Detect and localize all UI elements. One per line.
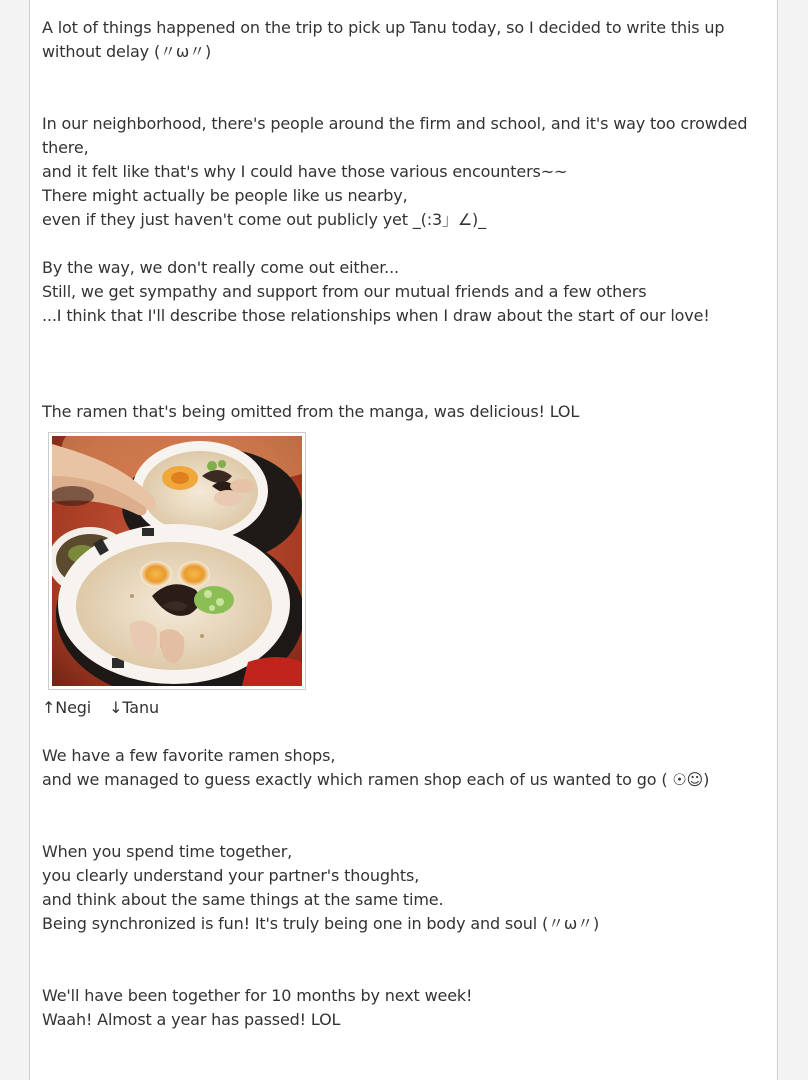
text-line: We'll have been together for 10 months by next week!: [42, 986, 473, 1005]
blog-page: [29, 0, 778, 1080]
text-line: even if they just haven't come out publicly yet _(:3」∠)_: [42, 210, 486, 229]
text-line: A lot of things happened on the trip to pick up Tanu today, so I decided to write this up: [42, 18, 725, 37]
text-line: and it felt like that's why I could have those various encounters~~: [42, 162, 568, 181]
paragraph-anniversary: [42, 984, 766, 1032]
text-line: We have a few favorite ramen shops,: [42, 746, 336, 765]
ramen-bowls-photo[interactable]: [52, 436, 302, 686]
text-line: There might actually be people like us nearby,: [42, 186, 408, 205]
text-line: you clearly understand your partner's thoughts,: [42, 866, 420, 885]
text-line: The ramen that's being omitted from the manga, was delicious! LOL: [42, 402, 580, 421]
text-line: In our neighborhood, there's people around the firm and school, and it's way too crowded: [42, 114, 748, 133]
paragraph-neighborhood: [42, 112, 766, 232]
ramen-photo-frame[interactable]: [48, 432, 306, 690]
text-line: When you spend time together,: [42, 842, 293, 861]
text-line: ...I think that I'll describe those relationships when I draw about the start of our love!: [42, 306, 710, 325]
caption-negi: ↑Negi: [42, 698, 92, 717]
text-line: Being synchronized is fun! It's truly being one in body and soul (〃ω〃): [42, 914, 600, 933]
text-line: and think about the same things at the same time.: [42, 890, 444, 909]
text-line: Waah! Almost a year has passed! LOL: [42, 1010, 341, 1029]
text-line: By the way, we don't really come out either...: [42, 258, 399, 277]
paragraph-coming-out: [42, 256, 766, 328]
text-line: without delay (〃ω〃): [42, 42, 212, 61]
blog-post-body: [42, 16, 766, 1032]
paragraph-intro: [42, 16, 766, 64]
text-line: and we managed to guess exactly which ramen shop each of us wanted to go ( ☉☺): [42, 770, 710, 789]
paragraph-ramen: [42, 400, 766, 424]
text-line: there,: [42, 138, 89, 157]
text-line: Still, we get sympathy and support from our mutual friends and a few others: [42, 282, 647, 301]
caption-tanu: ↓Tanu: [109, 698, 159, 717]
paragraph-ramen-shops: [42, 744, 766, 792]
photo-caption: [42, 696, 766, 720]
paragraph-together: [42, 840, 766, 936]
